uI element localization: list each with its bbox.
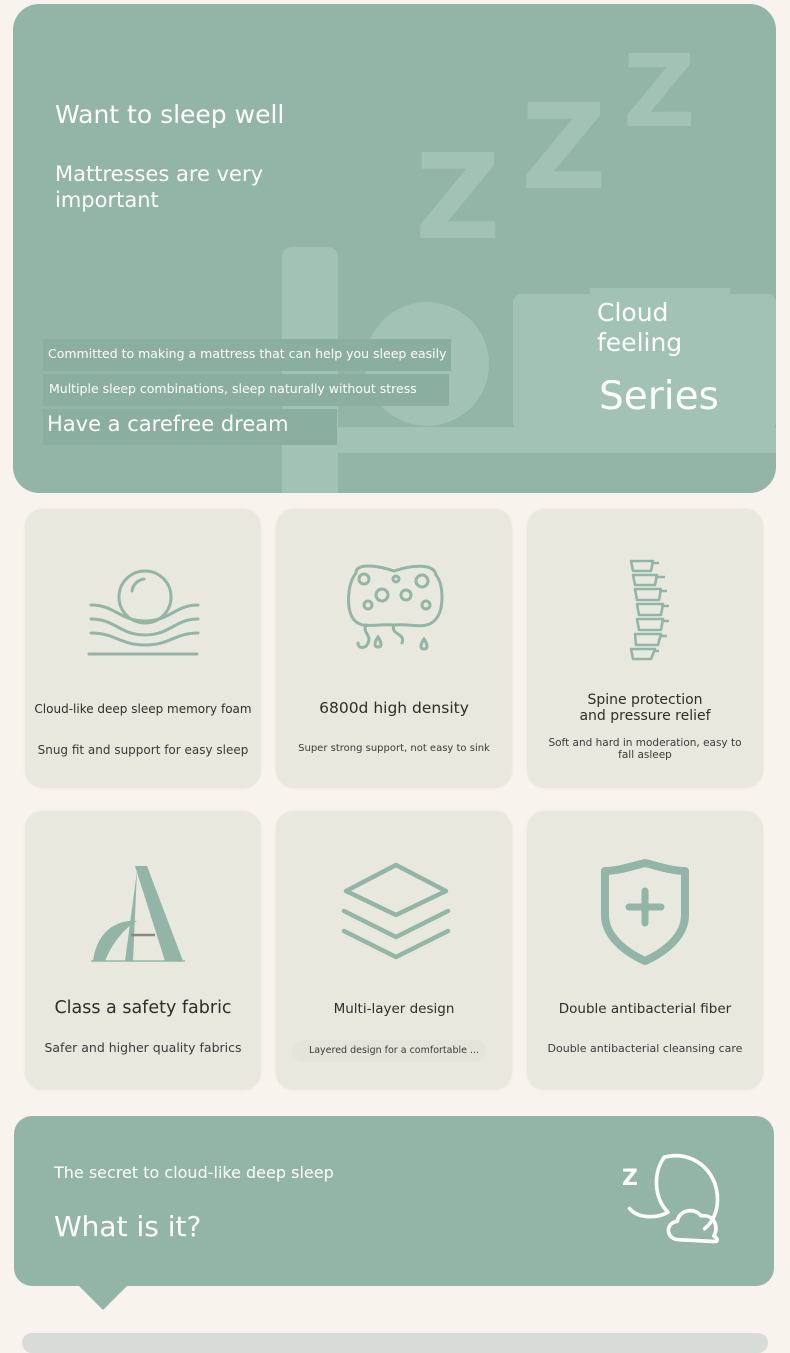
feature-desc: Layered design for a comfortable ...	[308, 1045, 480, 1056]
hero-tagline-2: Multiple sleep combinations, sleep naturally without stress	[49, 381, 417, 396]
feature-card-high-density	[276, 509, 512, 788]
banner-line-1: The secret to cloud-like deep sleep	[54, 1163, 334, 1182]
feature-card-antibacterial	[527, 811, 763, 1090]
series-line-1: Cloud	[597, 298, 669, 327]
feature-card-memory-foam	[25, 509, 261, 788]
hero-tagline-3: Have a carefree dream	[47, 412, 289, 436]
feature-desc: Double antibacterial cleansing care	[547, 1042, 743, 1055]
shield-plus-icon	[527, 811, 763, 991]
feature-desc: Super strong support, not easy to sink	[298, 743, 490, 754]
feature-title: 6800d high density	[319, 699, 469, 717]
feature-desc: Soft and hard in moderation, easy to fall asleep	[548, 737, 742, 761]
series-word: Series	[599, 374, 719, 419]
banner-pointer	[78, 1285, 128, 1310]
feature-desc: Safer and higher quality fabrics	[44, 1040, 242, 1055]
secret-banner	[14, 1116, 774, 1286]
feature-card-spine-protection	[527, 509, 763, 788]
moon-z-letter: Z	[622, 1166, 638, 1191]
sponge-icon	[276, 509, 512, 689]
fabric-letter-a-icon	[25, 811, 261, 991]
feature-card-multi-layer	[276, 811, 512, 1090]
feature-card-safety-fabric	[25, 811, 261, 1090]
hero-tagline-1: Committed to making a mattress that can help you sleep easily	[48, 346, 447, 361]
z-letter-medium: Z	[521, 78, 607, 216]
hero-title: Want to sleep well	[55, 100, 285, 129]
feature-title: Cloud-like deep sleep memory foam	[34, 702, 252, 716]
feature-title: Class a safety fabric	[54, 998, 232, 1018]
spine-icon	[527, 509, 763, 689]
hero-subtitle-line1: Mattresses are very	[55, 162, 264, 186]
feature-title: Multi-layer design	[333, 1001, 455, 1017]
feature-desc: Snug fit and support for easy sleep	[37, 743, 249, 757]
layers-icon	[276, 811, 512, 991]
hero-subtitle-line2: important	[55, 188, 159, 212]
feature-title: Spine protection and pressure relief	[579, 692, 711, 724]
z-letter-small: Z	[415, 128, 501, 266]
next-section-edge	[22, 1333, 768, 1353]
moon-cloud-icon	[614, 1148, 744, 1258]
z-letter-large: Z	[623, 33, 696, 150]
feature-title: Double antibacterial fiber	[558, 1001, 732, 1017]
memory-foam-icon	[25, 509, 261, 689]
banner-line-2: What is it?	[54, 1210, 202, 1243]
series-line-2: feeling	[597, 328, 683, 357]
hero-banner	[13, 4, 776, 493]
